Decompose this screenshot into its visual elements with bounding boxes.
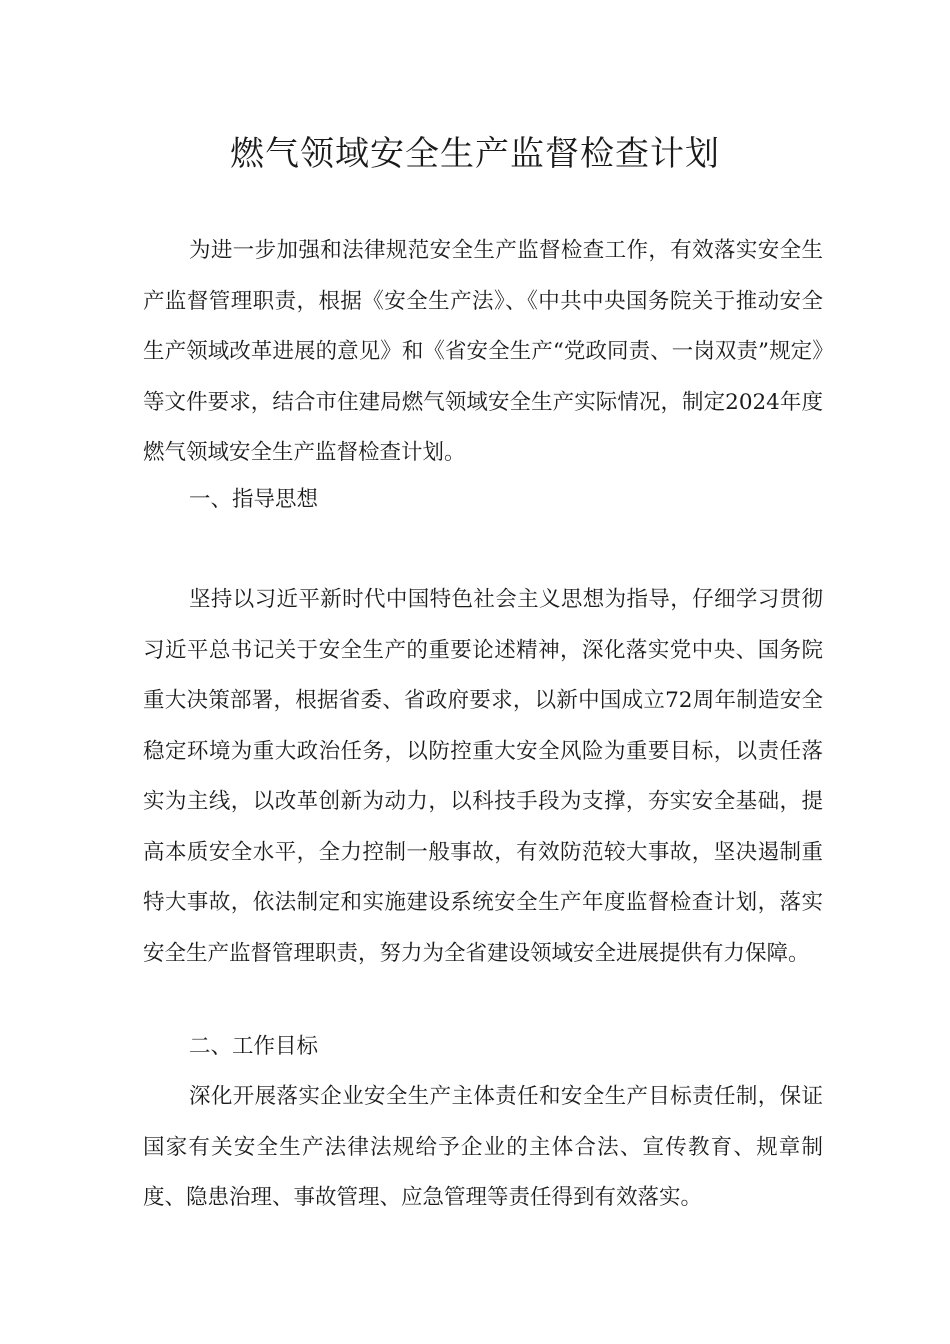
work-goals-paragraph: 深化开展落实企业安全生产主体责任和安全生产目标责任制，保证国家有关安全生产法律法规给予企业的主体合法、宣传教育、规章制度、隐患治理、事故管理、应急管理等责任得到有效落实。: [143, 1084, 823, 1210]
section-heading-guiding-ideology: 一、指导思想: [189, 487, 319, 512]
document-title: 燃气领域安全生产监督检查计划: [230, 134, 720, 174]
section-heading-work-goals: 二、工作目标: [189, 1034, 319, 1059]
intro-paragraph: 为进一步加强和法律规范安全生产监督检查工作，有效落实安全生产监督管理职责，根据《安全生产法》、《中共中央国务院关于推动安全生产领域改革进展的意见》和《省安全生产“党政同责、一岗双责”规定》等文件要求，结合市住建局燃气领域安全生产实际情况，制定2024年度燃气领域安全生产监督检查计划。: [143, 238, 823, 465]
guiding-ideology-paragraph: 坚持以习近平新时代中国特色社会主义思想为指导，仔细学习贯彻习近平总书记关于安全生产的重要论述精神，深化落实党中央、国务院重大决策部署，根据省委、省政府要求，以新中国成立72周年制造安全稳定环境为重大政治任务，以防控重大安全风险为重要目标，以责任落实为主线，以改革创新为动力，以科技手段为支撑，夯实安全基础，提高本质安全水平，全力控制一般事故，有效防范较大事故，坚决遏制重特大事故，依法制定和实施建设系统安全生产年度监督检查计划，落实安全生产监督管理职责，努力为全省建设领域安全进展提供有力保障。: [143, 587, 823, 966]
